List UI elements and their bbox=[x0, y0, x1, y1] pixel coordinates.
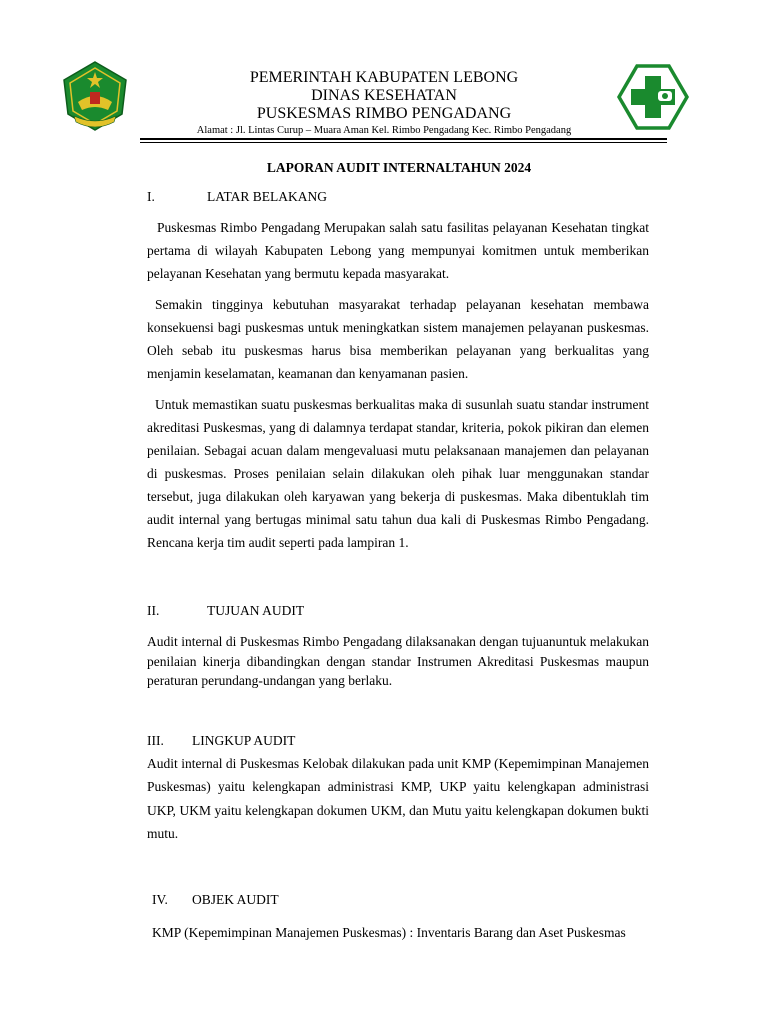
paragraph: Audit internal di Puskesmas Rimbo Pengadang dilaksanakan dengan tujuanuntuk melakukan penilaian kinerja dibandingkan dengan standar Instrumen Akreditasi Puskesmas maupun peraturan perundang-undangan yang berlaku. bbox=[147, 634, 649, 688]
report-title: LAPORAN AUDIT INTERNALTAHUN 2024 bbox=[266, 160, 532, 175]
section-title: OBJEK AUDIT bbox=[192, 892, 279, 907]
puskesmas-cross-logo-icon bbox=[617, 64, 689, 130]
paragraph: Puskesmas Rimbo Pengadang Merupakan salah satu fasilitas pelayanan Kesehatan tingkat pertama di wilayah Kabupaten Lebong yang mempunyai komitmen untuk memberikan pelayanan Kesehatan yang bermutu kepada masyarakat. bbox=[147, 220, 649, 281]
lebong-regency-emblem-icon bbox=[60, 60, 130, 134]
section-number: IV. bbox=[152, 892, 168, 907]
letterhead-rule-thick bbox=[140, 138, 667, 140]
section-number: III. bbox=[147, 733, 164, 748]
section-title: LATAR BELAKANG bbox=[207, 189, 328, 204]
section-number: II. bbox=[147, 603, 160, 618]
letterhead-line-3: PUSKESMAS RIMBO PENGADANG bbox=[256, 105, 512, 122]
letterhead-address: Alamat : Jl. Lintas Curup – Muara Aman Kel. Rimbo Pengadang Kec. Rimbo Pengadang bbox=[196, 125, 572, 136]
section-title: LINGKUP AUDIT bbox=[192, 733, 296, 748]
letterhead-line-1: PEMERINTAH KABUPATEN LEBONG bbox=[249, 69, 519, 86]
paragraph: Untuk memastikan suatu puskesmas berkualitas maka di susunlah suatu standar instrument akreditasi Puskesmas, yang di dalamnya terdapat standar, kriteria, pokok pikiran dan elemen penilaian. Sebagai acuan dalam mengevaluasi mutu pelaksanaan manajemen dan pelayanan di puskesmas. Proses penilaian selain dilakukan oleh pihak luar menggunakan standar tersebut, juga dilakukan oleh karyawan yang bekerja di puskesmas. Maka dibentuklah tim audit internal yang bertugas minimal satu tahun dua kali di Puskesmas Rimbo Pengadang. Rencana kerja tim audit seperti pada lampiran 1. bbox=[147, 397, 649, 550]
section-title: TUJUAN AUDIT bbox=[207, 603, 305, 618]
letterhead-line-2: DINAS KESEHATAN bbox=[311, 87, 457, 104]
letterhead-rule-thin bbox=[140, 142, 667, 143]
paragraph: KMP (Kepemimpinan Manajemen Puskesmas) : Inventaris Barang dan Aset Puskesmas bbox=[152, 925, 626, 940]
section-number: I. bbox=[147, 189, 155, 204]
paragraph: Audit internal di Puskesmas Kelobak dilakukan pada unit KMP (Kepemimpinan Manajemen Puskesmas) yaitu kelengkapan administrasi KMP, UKP yaitu kelengkapan administrasi UKP, UKM yaitu kelengkapan dokumen UKM, dan Mutu yaitu kelengkapan dokumen bukti mutu. bbox=[147, 756, 649, 841]
paragraph: Semakin tingginya kebutuhan masyarakat terhadap pelayanan kesehatan membawa konsekuensi bagi puskesmas untuk meningkatkan sistem manajemen pelayanan puskesmas. Oleh sebab itu puskesmas harus bisa memberikan pelayanan yang berkualitas yang menjamin keselamatan, keamanan dan kenyamanan pasien. bbox=[147, 297, 649, 381]
letterhead bbox=[140, 69, 628, 138]
